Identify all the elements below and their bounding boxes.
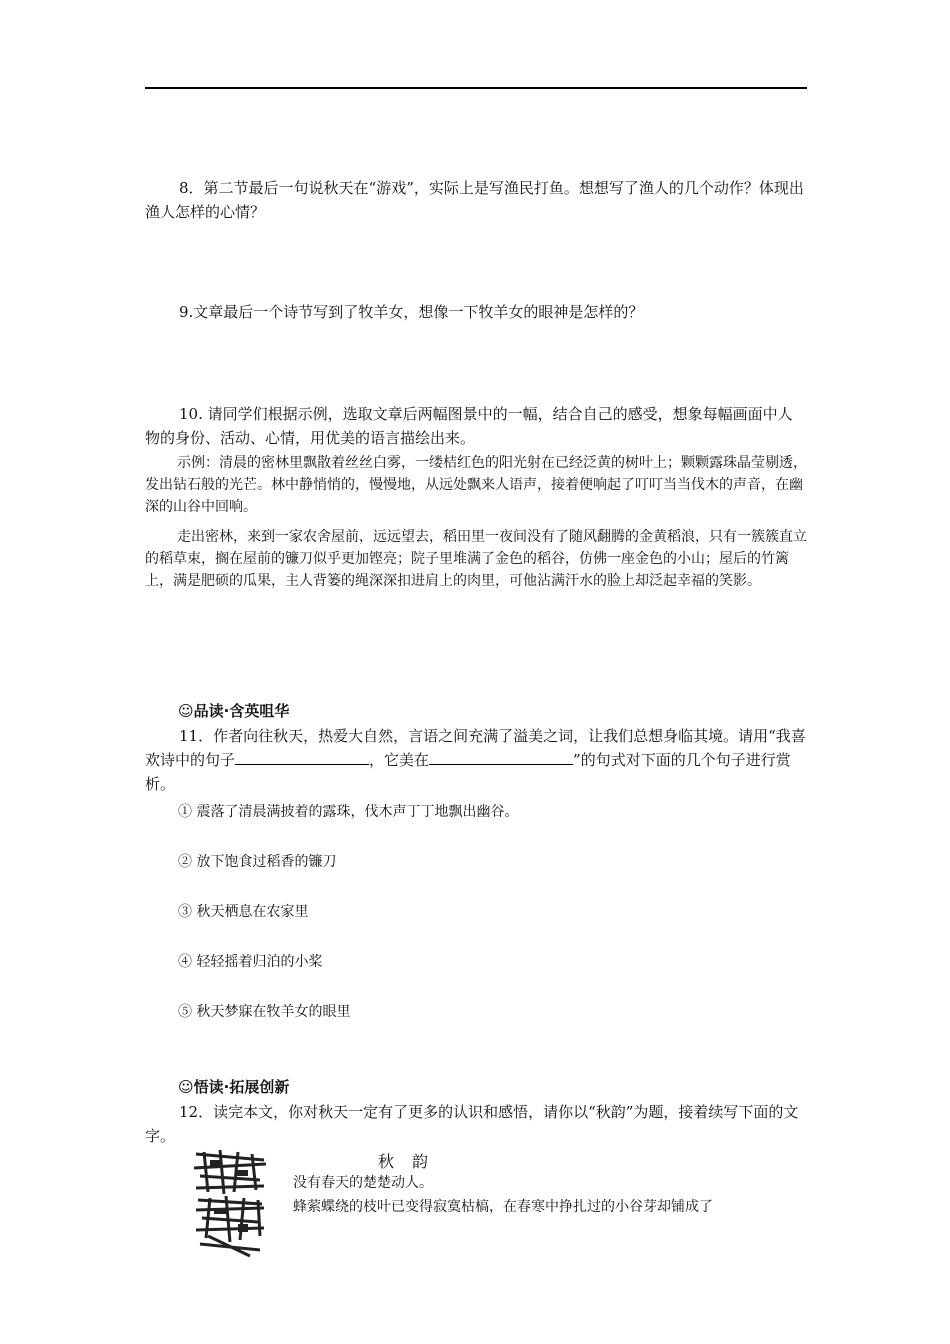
essay-line-1: 没有春天的楚楚动人。 (293, 1175, 433, 1191)
q11-item-2: ② 放下饱食过稻香的镰刀 (178, 854, 337, 870)
question-10-example-paragraph-2: 走出密林，来到一家农舍屋前，远远望去，稻田里一夜间没有了随风翻腾的金黄稻浪，只有一簇簇直立的稻草束，搁在屋前的镰刀似乎更加铿亮；院子里堆满了金色的稻谷，仿佛一座金色的小山；屋后的竹篱上，满是肥硕的瓜果，主人背篓的绳深深扣进肩上的肉里，可他沾满汗水的脸上却泛起幸福的笑影。 (145, 529, 807, 589)
essay-title: 秋韵 (378, 1152, 447, 1171)
answer-blank-beauty[interactable] (429, 750, 573, 765)
question-10: 10. 请同学们根据示例，选取文章后两幅图景中的一幅，结合自己的感受，想象每幅画面中人物的身份、活动、心情，用优美的语言描绘出来。 (145, 405, 793, 447)
section-heading-wudu: ☺悟读·拓展创新 (178, 1078, 290, 1096)
answer-blank-sentence[interactable] (235, 750, 369, 765)
question-11-text-1: 11．作者向往秋天，热爱大自然，言语之间充满了溢美之词，让我们总想身临其境。请用“我喜欢诗中的句子 (145, 727, 806, 769)
question-12: 12．读完本文，你对秋天一定有了更多的认识和感悟，请你以“秋韵”为题，接着续写下面的文字。 (145, 1103, 799, 1145)
question-8: 8．第二节最后一句说秋天在“游戏”，实际上是写渔民打鱼。想想写了渔人的几个动作？体现出渔人怎样的心情？ (145, 179, 804, 221)
q11-item-5: ⑤ 秋天梦寐在牧羊女的眼里 (178, 1004, 351, 1020)
essay-line-2: 蜂萦蝶绕的枝叶已变得寂寞枯槁，在春寒中挣扎过的小谷芽却铺成了 (293, 1199, 713, 1215)
q11-item-3: ③ 秋天栖息在农家里 (178, 904, 309, 920)
decorative-distorted-seal-graphic (190, 1146, 270, 1258)
question-9: 9.文章最后一个诗节写到了牧羊女，想像一下牧羊女的眼神是怎样的？ (179, 303, 644, 321)
section-heading-pindu: ☺品读·含英咀华 (178, 702, 290, 720)
question-10-example-paragraph-1: 示例：清晨的密林里飘散着丝丝白雾，一缕桔红色的阳光射在已经泛黄的树叶上；颗颗露珠晶莹剔透，发出钻石般的光芒。林中静悄悄的，慢慢地，从远处飘来人语声，接着便响起了叮叮当当伐木的声音，在幽深的山谷中回响。 (145, 455, 807, 515)
header-rule (145, 87, 807, 89)
question-11-text-3: ”的句式对下面的几个句子进行赏析。 (145, 751, 791, 793)
question-11-text-2: ，它美在 (369, 751, 430, 769)
question-11 (145, 724, 807, 796)
q11-item-1: ① 震落了清晨满披着的露珠，伐木声丁丁地飘出幽谷。 (178, 804, 519, 820)
q11-item-4: ④ 轻轻摇着归泊的小桨 (178, 954, 323, 970)
